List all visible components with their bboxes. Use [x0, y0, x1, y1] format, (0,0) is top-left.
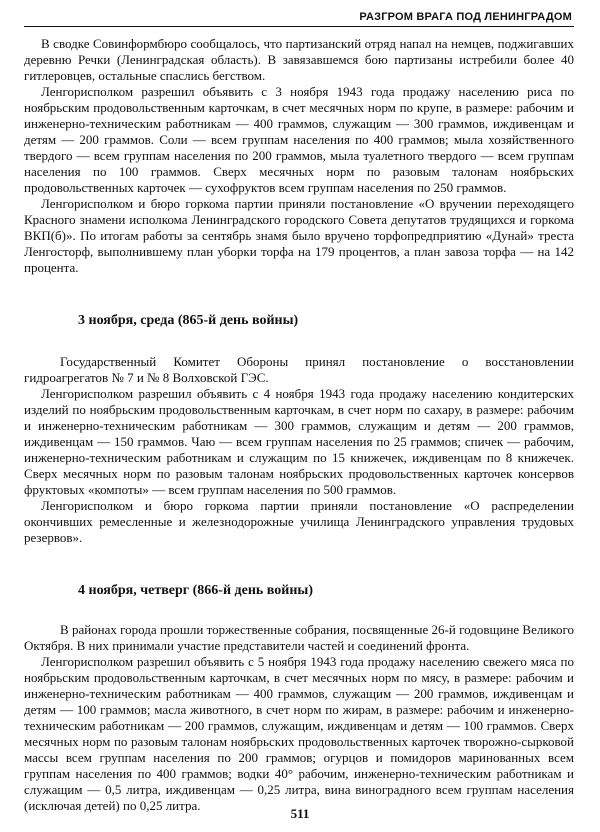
paragraph: В сводке Совинформбюро сообщалось, что партизанский отряд напал на немцев, поджигавших деревню Речки (Ленинградская область). В завязавшемся бою партизаны истребили более 40 гитлеровцев, остальные спаслись бегством. — [24, 36, 574, 83]
running-header — [24, 6, 574, 27]
running-title: РАЗГРОМ ВРАГА ПОД ЛЕНИНГРАДОМ — [359, 11, 572, 23]
paragraph: Ленгорисполком и бюро горкома партии приняли постановление «О вручении переходящего Красного знамени исполкома Ленинградского городского Совета депутатов трудящихся и горкома ВКП(б)». По итогам работы за сентябрь знамя было вручено торфопредприятию «Дунай» треста Ленгосторф, выполнившему план уборки торфа на 179 процентов, а план завоза торфа — на 142 процента. — [24, 196, 574, 275]
paragraph: Государственный Комитет Обороны принял постановление о восстановлении гидроагрегатов № 7 и № 8 Волховской ГЭС. — [24, 354, 574, 385]
paragraph: Ленгорисполком и бюро горкома партии приняли постановление «О распределении окончивших ремесленные и железнодорожные училища Ленинградского управления трудовых резервов». — [24, 498, 574, 545]
page-number: 511 — [290, 806, 310, 821]
page-body — [24, 36, 574, 814]
paragraph: В районах города прошли торжественные собрания, посвященные 26-й годовщине Великого Октября. В них принимали участие представители частей и соединений фронта. — [24, 622, 574, 653]
section-heading: 4 ноября, четверг (866-й день войны) — [78, 583, 313, 598]
section-november-4 — [24, 582, 574, 814]
paragraph: Ленгорисполком разрешил объявить с 3 ноября 1943 года продажу населению риса по ноябрьским продовольственным карточкам, в счет месячных норм по крупе, в размере: рабочим и инженерно-техническим работникам — 400 граммов, служащим — 300 граммов, иждивенцам и детям — 200 граммов. Соли — всем группам населения по 400 граммов; мыла хозяйственного твердого — всем группам населения по 200 граммов, мыла туалетного твердого — всем группам населения по 100 граммов. Сверх месячных норм по разовым талонам ноябрьских продовольственных карточек — сухофруктов всем группам населения по 250 граммов. — [24, 84, 574, 195]
section-intro — [24, 36, 574, 276]
section-heading: 3 ноября, среда (865-й день войны) — [78, 313, 299, 328]
section-november-3 — [24, 312, 574, 546]
paragraph: Ленгорисполком разрешил объявить с 4 ноября 1943 года продажу населению кондитерских изделий по ноябрьским продовольственным карточкам, в счет норм по сахару, в размере: рабочим и инженерно-техническим работникам — 300 граммов, служащим и детям — 200 граммов, иждивенцам — 150 граммов. Чаю — всем группам населения по 25 граммов; спичек — рабочим, инженерно-техническим работникам и служащим по 15 книжечек, иждивенцам по 8 книжечек. Сверх месячных норм по разовым талонам ноябрьских продовольственных карточек консервов фруктовых «компоты» — всем группам населения по 500 граммов. — [24, 386, 574, 497]
paragraph: Ленгорисполком разрешил объявить с 5 ноября 1943 года продажу населению свежего мяса по ноябрьским продовольственным карточкам, в счет месячных норм по мясу, в размере: рабочим и инженерно-техническим работникам — 400 граммов, служащим — 200 граммов, иждивенцам и детям — 100 граммов; масла животного, в счет норм по жирам, в размере: рабочим и инженерно-техническим работникам — 200 граммов, служащим, иждивенцам и детям — 100 граммов. Сверх месячных норм по разовым талонам ноябрьских продовольственных карточек творожно-сырковой массы всем группам населения по 200 граммов; огурцов и помидоров маринованных всем группам населения по 400 граммов; водки 40° рабочим, инженерно-техническим работникам и служащим — 0,5 литра, иждивенцам — 0,25 литра, вина виноградного всем группам населения (исключая детей) по 0,25 литра. — [24, 654, 574, 813]
